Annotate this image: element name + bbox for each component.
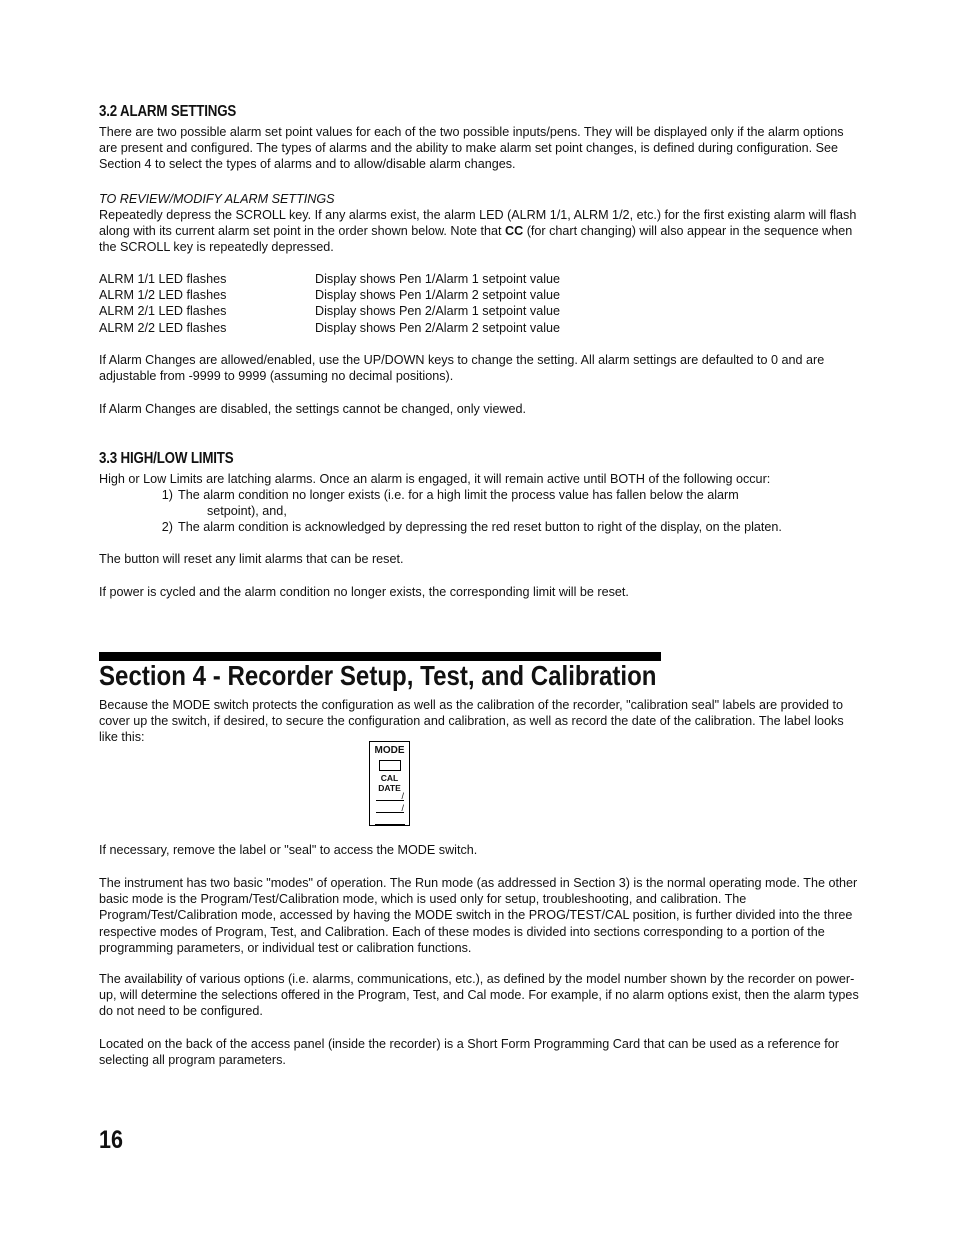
mode-switch-intro: Because the MODE switch protects the configuration as well as the calibration of the recorder, "calibration seal" labels are provided to cover up the switch, if desired, to secure the configuration and calibration, as well as record the date of the calibration. The label looks like this:	[99, 698, 844, 745]
power-cycle-text: If power is cycled and the alarm condition no longer exists, the corresponding limit will be reset.	[99, 585, 629, 599]
options-availability-text: The availability of various options (i.e. alarms, communications, etc.), as defined by the model number shown by the recorder on power-up, will determine the selections offered in the Program, Test, and Cal mode. For example, if no alarm options exist, then the alarm types do not need to be configured.	[99, 972, 859, 1019]
seal-mode-text: MODE	[374, 745, 405, 756]
review-modify-subheading: TO REVIEW/MODIFY ALARM SETTINGS	[99, 192, 335, 206]
programming-card-text: Located on the back of the access panel (inside the recorder) is a Short Form Programming Card that can be used as a reference for selecting all program parameters.	[99, 1037, 839, 1068]
alarm-led-row: ALRM 2/1 LED flashes Display shows Pen 2/Alarm 1 setpoint value	[99, 304, 561, 319]
list-item-continuation: setpoint), and,	[207, 504, 287, 519]
seal-cal-text: CAL	[380, 773, 399, 783]
alarm-led-row: ALRM 1/2 LED flashes Display shows Pen 1/Alarm 2 setpoint value	[99, 288, 561, 303]
page-number: 16	[99, 1126, 123, 1154]
alarm-led-row: ALRM 2/2 LED flashes Display shows Pen 2/Alarm 2 setpoint value	[99, 320, 561, 335]
modes-description: The instrument has two basic "modes" of operation. The Run mode (as addressed in Section 3) is the normal operating mode. The other basic mode is the Program/Test/Calibration mode, which is used only for setup, troubleshooting, and calibration. The Program/Test/Calibration mode, accessed by having the MODE switch in the PROG/TEST/CAL position, is further divided into the three respective modes of Program, Test, and Calibration. Each of these modes is divided into sections corresponding to a portion of the programming parameters, or individual test or calibration functions.	[99, 876, 858, 955]
seal-date-slash: /	[401, 803, 404, 813]
list-item: 2) The alarm condition is acknowledged by depressing the red reset button to right of the display, on the platen.	[161, 520, 782, 535]
section-3-3-heading: 3.3 HIGH/LOW LIMITS	[99, 450, 234, 467]
section-4-heading: Section 4 - Recorder Setup, Test, and Calibration	[99, 660, 657, 691]
reset-button-text: The button will reset any limit alarms that can be reset.	[99, 552, 404, 566]
seal-date-line	[376, 812, 404, 813]
seal-date-line	[375, 824, 405, 825]
limits-intro: High or Low Limits are latching alarms. Once an alarm is engaged, it will remain active until BOTH of the following occur:	[99, 472, 771, 486]
limit-conditions-list	[99, 487, 859, 536]
seal-date-text: DATE	[378, 783, 401, 793]
seal-date-line	[376, 800, 404, 801]
remove-seal-text: If necessary, remove the label or "seal" to access the MODE switch.	[99, 843, 478, 857]
scroll-key-instructions: Repeatedly depress the SCROLL key. If any alarms exist, the alarm LED (ALRM 1/1, ALRM 1/2, etc.) for the first existing alarm will flash along with its current alarm set point in the order shown below. Note that CC (for chart changing) will also appear in the sequence when the SCROLL key is repeatedly depressed.	[99, 208, 857, 255]
alarm-led-row: ALRM 1/1 LED flashes Display shows Pen 1/Alarm 1 setpoint value	[99, 272, 561, 286]
alarm-changes-disabled-text: If Alarm Changes are disabled, the settings cannot be changed, only viewed.	[99, 402, 527, 416]
alarm-changes-enabled-text: If Alarm Changes are allowed/enabled, use the UP/DOWN keys to change the setting. All alarm settings are defaulted to 0 and are adjustable from -9999 to 9999 (assuming no decimal positions).	[99, 353, 825, 384]
list-item: 1) The alarm condition no longer exists (i.e. for a high limit the process value has fallen below the alarm	[161, 488, 739, 502]
alarm-led-table	[99, 271, 560, 336]
seal-date-slash: /	[401, 791, 404, 801]
alarm-settings-intro: There are two possible alarm set point values for each of the two possible inputs/pens. They will be displayed only if the alarm options are present and configured. The types of alarms and the ability to make alarm set point changes, is defined during configuration. See Section 4 to select the types of alarms and to allow/disable alarm changes.	[99, 125, 844, 172]
seal-checkbox-square	[379, 760, 401, 771]
calibration-seal-label	[369, 741, 410, 826]
section-3-2-heading: 3.2 ALARM SETTINGS	[99, 103, 237, 120]
